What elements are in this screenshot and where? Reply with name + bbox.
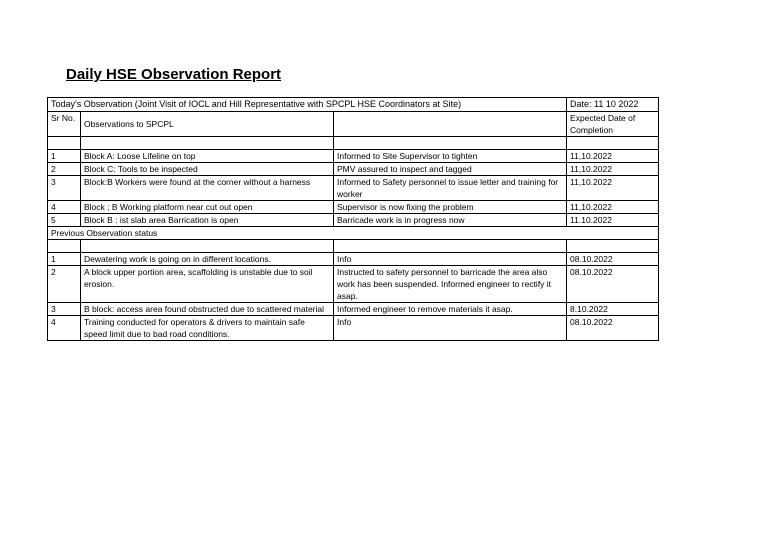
row-completion-date: 08.10.2022	[567, 266, 659, 303]
spacer-cell	[334, 240, 567, 253]
row-sr-number: 1	[48, 150, 81, 163]
spacer-cell	[81, 240, 334, 253]
row-observation: Block:B Workers were found at the corner without a harness	[81, 176, 334, 201]
row-completion-date: 11,10.2022	[567, 201, 659, 214]
row-sr-number: 4	[48, 316, 81, 341]
row-sr-number: 4	[48, 201, 81, 214]
row-action: Informed to Site Supervisor to tighten	[334, 150, 567, 163]
table-header-row	[48, 98, 659, 112]
table-row	[48, 150, 659, 163]
col-completion-header: Expected Date of Completion	[567, 112, 659, 137]
row-observation: A block upper portion area, scaffolding is unstable due to soil erosion.	[81, 266, 334, 303]
row-sr-number: 3	[48, 303, 81, 316]
row-sr-number: 3	[48, 176, 81, 201]
row-action: Instructed to safety personnel to barricade the area also work has been suspended. Informed engineer to rectify it asap.	[334, 266, 567, 303]
observation-table	[47, 97, 659, 341]
column-header-row	[48, 112, 659, 137]
previous-section-row	[48, 227, 659, 240]
spacer-row	[48, 137, 659, 150]
col-sr-header: Sr No.	[48, 112, 81, 137]
row-action: PMV assured to inspect and tagged	[334, 163, 567, 176]
report-title: Daily HSE Observation Report	[66, 66, 282, 83]
col-observations-header: Observations to SPCPL	[81, 112, 334, 137]
row-observation: Block B : ist slab area Barrication is open	[81, 214, 334, 227]
row-action: Info	[334, 316, 567, 341]
table-row	[48, 163, 659, 176]
todays-observation-heading: Today's Observation (Joint Visit of IOCL and Hill Representative with SPCPL HSE Coordinators at Site)	[48, 98, 567, 112]
row-sr-number: 2	[48, 163, 81, 176]
row-sr-number: 5	[48, 214, 81, 227]
row-observation: B block: access area found obstructed due to scattered material	[81, 303, 334, 316]
row-completion-date: 08.10.2022	[567, 253, 659, 266]
row-completion-date: 08.10.2022	[567, 316, 659, 341]
row-sr-number: 1	[48, 253, 81, 266]
spacer-row	[48, 240, 659, 253]
row-observation: Block A: Loose Lifeline on top	[81, 150, 334, 163]
table-row	[48, 303, 659, 316]
row-completion-date: 11,10.2022	[567, 163, 659, 176]
spacer-cell	[48, 240, 81, 253]
table-row	[48, 266, 659, 303]
spacer-cell	[567, 137, 659, 150]
row-action: Informed to Safety personnel to issue letter and training for worker	[334, 176, 567, 201]
table-row	[48, 201, 659, 214]
previous-observation-heading: Previous Observation status	[48, 227, 659, 240]
row-observation: Block ; B Working platform near cut out open	[81, 201, 334, 214]
spacer-cell	[48, 137, 81, 150]
row-observation: Training conducted for operators & drivers to maintain safe speed limit due to bad road conditions.	[81, 316, 334, 341]
spacer-cell	[334, 137, 567, 150]
table-row	[48, 214, 659, 227]
row-action: Barricade work is in progress now	[334, 214, 567, 227]
row-completion-date: 11.10.2022	[567, 214, 659, 227]
table-row	[48, 316, 659, 341]
row-action: Info	[334, 253, 567, 266]
table-row	[48, 253, 659, 266]
report-date: Date: 11 10 2022	[567, 98, 659, 112]
row-action: Informed engineer to remove materials it asap.	[334, 303, 567, 316]
row-completion-date: 11,10.2022	[567, 176, 659, 201]
col-action-header	[334, 112, 567, 137]
row-observation: Dewatering work is going on in different locations.	[81, 253, 334, 266]
row-sr-number: 2	[48, 266, 81, 303]
row-observation: Block C: Tools to be inspected	[81, 163, 334, 176]
spacer-cell	[81, 137, 334, 150]
row-completion-date: 11,10.2022	[567, 150, 659, 163]
row-action: Supervisor is now fixing the problem	[334, 201, 567, 214]
table-row	[48, 176, 659, 201]
spacer-cell	[567, 240, 659, 253]
row-completion-date: 8.10.2022	[567, 303, 659, 316]
